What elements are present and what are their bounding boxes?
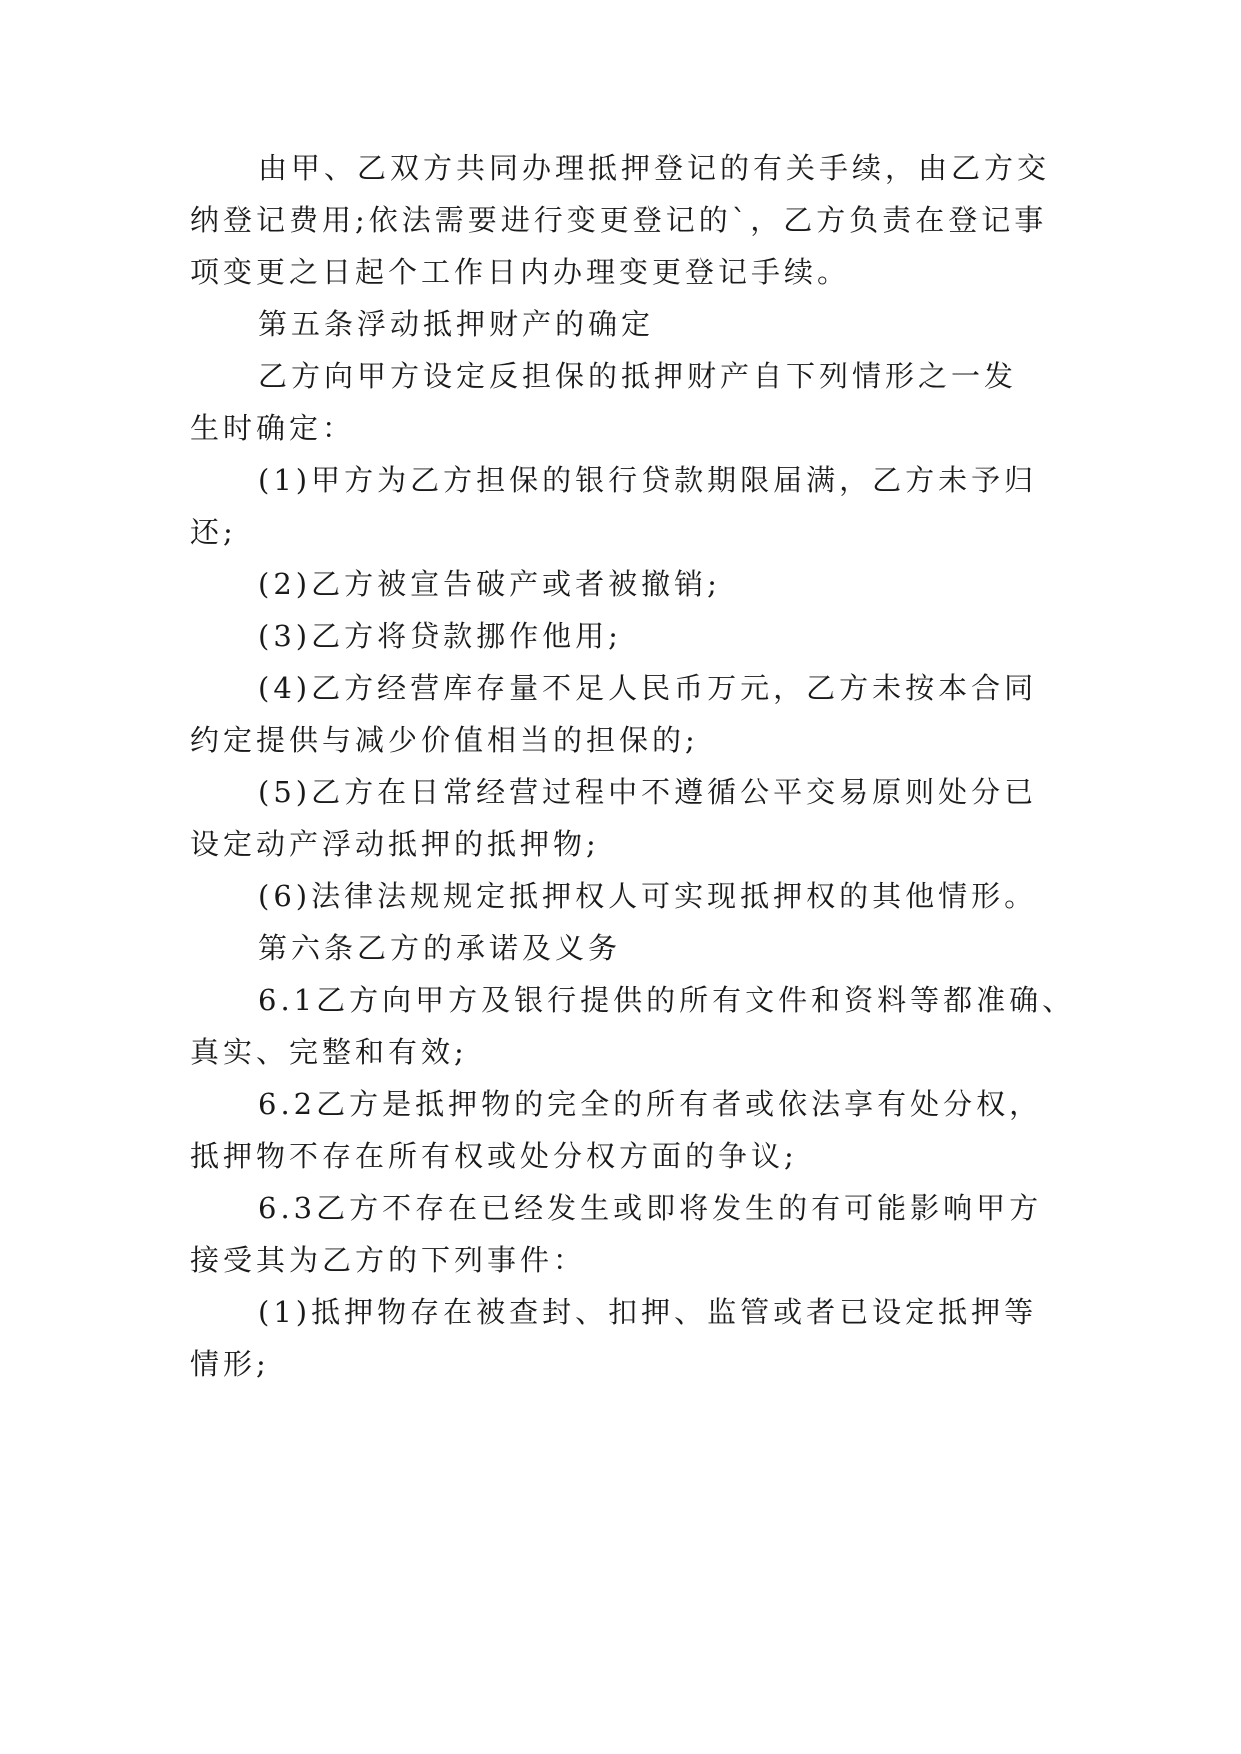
- section-heading: 第六条乙方的承诺及义务: [258, 931, 622, 965]
- list-item-line: (1)甲方为乙方担保的银行贷款期限届满，乙方未予归: [258, 463, 1038, 497]
- clause-line: 6.2乙方是抵押物的完全的所有者或依法享有处分权，: [258, 1087, 1043, 1121]
- paragraph-line: 由甲、乙双方共同办理抵押登记的有关手续，由乙方交: [258, 151, 1051, 185]
- clause-line: 6.3乙方不存在已经发生或即将发生的有可能影响甲方: [258, 1191, 1043, 1225]
- list-item-line: (6)法律法规规定抵押权人可实现抵押权的其他情形。: [258, 879, 1038, 913]
- section-heading: 第五条浮动抵押财产的确定: [258, 307, 655, 341]
- list-item-line: (2)乙方被宣告破产或者被撤销;: [258, 567, 721, 601]
- paragraph-line: 生时确定：: [190, 411, 356, 445]
- paragraph-line: 乙方向甲方设定反担保的抵押财产自下列情形之一发: [258, 359, 1018, 393]
- clause-line: 抵押物不存在所有权或处分权方面的争议;: [190, 1139, 798, 1173]
- list-item-line: 还;: [190, 515, 237, 549]
- list-item-line: (4)乙方经营库存量不足人民币万元，乙方未按本合同: [258, 671, 1038, 705]
- list-item-line: (5)乙方在日常经营过程中不遵循公平交易原则处分已: [258, 775, 1038, 809]
- clause-line: 真实、完整和有效;: [190, 1035, 468, 1069]
- paragraph-line: 项变更之日起个工作日内办理变更登记手续。: [190, 255, 851, 289]
- list-item-line: (3)乙方将贷款挪作他用;: [258, 619, 622, 653]
- clause-line: 接受其为乙方的下列事件：: [190, 1243, 587, 1277]
- list-item-line: (1)抵押物存在被查封、扣押、监管或者已设定抵押等: [258, 1295, 1038, 1329]
- list-item-line: 设定动产浮动抵押的抵押物;: [190, 827, 600, 861]
- list-item-line: 情形;: [190, 1347, 270, 1381]
- list-item-line: 约定提供与减少价值相当的担保的;: [190, 723, 699, 757]
- clause-line: 6.1乙方向甲方及银行提供的所有文件和资料等都准确、: [258, 983, 1076, 1017]
- paragraph-line: 纳登记费用;依法需要进行变更登记的`，乙方负责在登记事: [190, 203, 1048, 237]
